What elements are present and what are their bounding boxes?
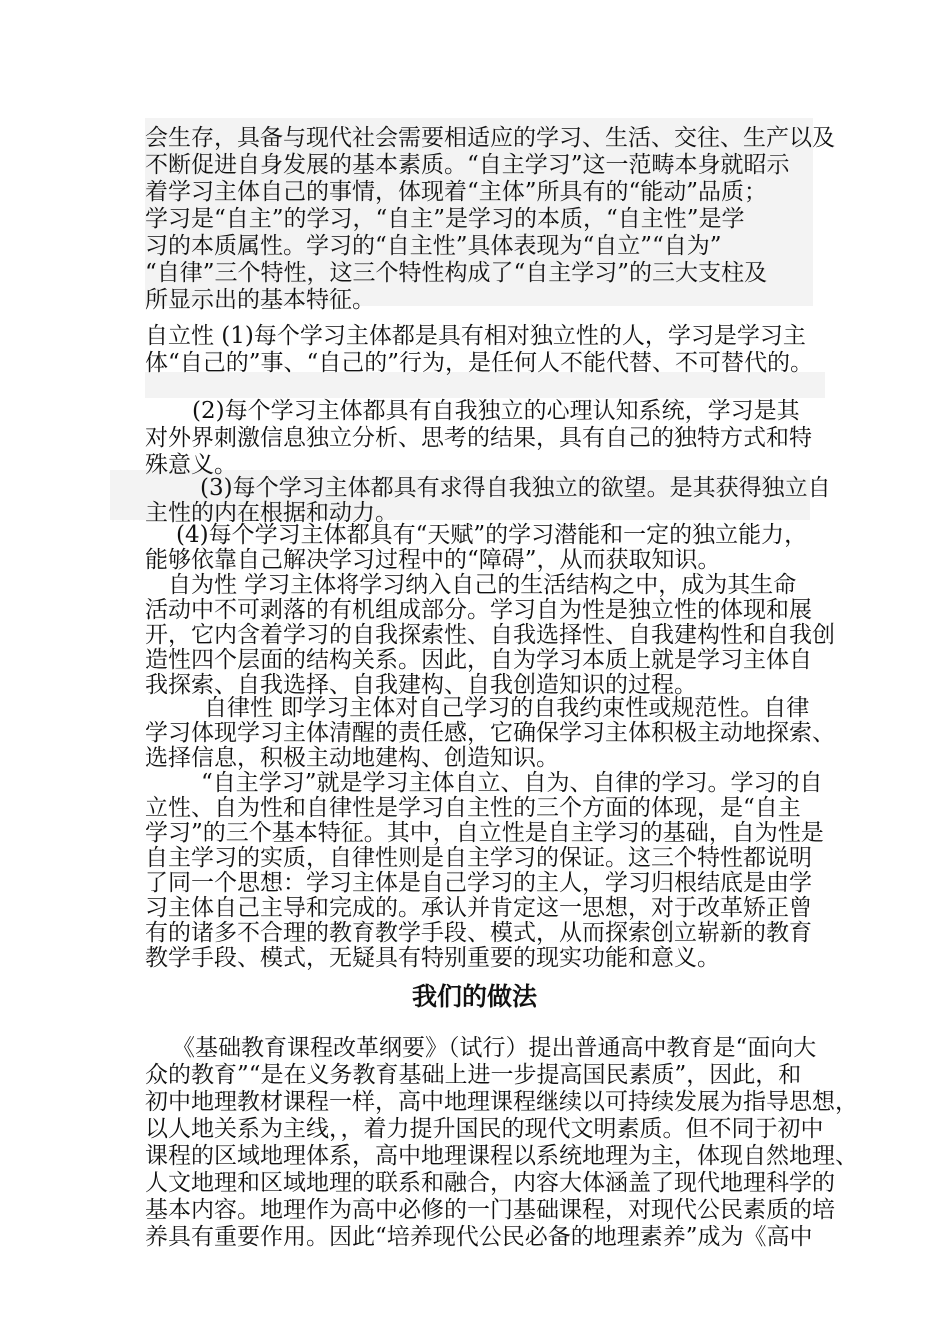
text-line: 教学手段、模式，无疑具有特别重要的现实功能和意义。 <box>145 945 720 971</box>
text-line: 自律性 即学习主体对自己学习的自我约束性或规范性。自律 <box>204 695 810 721</box>
text-line: 初中地理教材课程一样，高中地理课程继续以可持续发展为指导思想， <box>145 1089 858 1115</box>
text-line: 课程的区域地理体系，高中地理课程以系统地理为主，体现自然地理、 <box>145 1143 858 1169</box>
text-line: 自为性 学习主体将学习纳入自己的生活结构之中，成为其生命 <box>168 572 797 598</box>
text-line: (3)每个学习主体都具有求得自我独立的欲望。是其获得独立自 <box>200 475 831 501</box>
text-line: 体“自己的”事、“自己的”行为，是任何人不能代替、不可替代的。 <box>145 350 814 376</box>
text-line: 了同一个思想：学习主体是自己学习的主人，学习归根结底是由学 <box>145 870 812 896</box>
text-line: (2)每个学习主体都具有自我独立的心理认知系统，学习是其 <box>192 398 800 424</box>
text-line: 不断促进自身发展的基本素质。“自主学习”这一范畴本身就昭示 <box>145 152 790 178</box>
text-line: 众的教育”“是在义务教育基础上进一步提高国民素质”，因此，和 <box>145 1062 802 1088</box>
text-line: 立性、自为性和自律性是学习自主性的三个方面的体现，是“自主 <box>145 795 801 821</box>
text-line: 《基础教育课程改革纲要》（试行）提出普通高中教育是“面向大 <box>172 1035 817 1061</box>
text-line: 人文地理和区域地理的联系和融合，内容大体涵盖了现代地理科学的 <box>145 1170 835 1196</box>
text-line: 着学习主体自己的事情，体现着“主体”所具有的“能动”品质； <box>145 179 768 205</box>
text-line: 养具有重要作用。因此“培养现代公民必备的地理素养”成为《高中 <box>145 1224 813 1250</box>
section-heading: 我们的做法 <box>412 982 538 1011</box>
text-line: 习主体自己主导和完成的。承认并肯定这一思想，对于改革矫正曾 <box>145 895 812 921</box>
text-line: 开，它内含着学习的自我探索性、自我选择性、自我建构性和自我创 <box>145 622 835 648</box>
text-line: 活动中不可剥落的有机组成部分。学习自为性是独立性的体现和展 <box>145 597 812 623</box>
text-line: 对外界刺激信息独立分析、思考的结果，具有自己的独特方式和特 <box>145 425 812 451</box>
text-line: 学习”的三个基本特征。其中，自立性是自主学习的基础，自为性是 <box>145 820 824 846</box>
text-line: 学习体现学习主体清醒的责任感，它确保学习主体积极主动地探索、 <box>145 720 835 746</box>
text-line: 学习是“自主”的学习，“自主”是学习的本质，“自主性”是学 <box>145 206 745 232</box>
text-line: “自律”三个特性，这三个特性构成了“自主学习”的三大支柱及 <box>145 260 768 286</box>
text-line: 造性四个层面的结构关系。因此，自为学习本质上就是学习主体自 <box>145 647 812 673</box>
text-line: 以人地关系为主线，，着力提升国民的现代文明素质。但不同于初中 <box>145 1116 824 1142</box>
text-line: 选择信息，积极主动地建构、创造知识。 <box>145 745 559 771</box>
text-line: 自立性 (1)每个学习主体都是具有相对独立性的人，学习是学习主 <box>145 323 806 349</box>
text-line: “自主学习”就是学习主体自立、自为、自律的学习。学习的自 <box>201 770 823 796</box>
text-line: 有的诸多不合理的教育教学手段、模式，从而探索创立崭新的教育 <box>145 920 812 946</box>
text-line: 我探索、自我选择、自我建构、自我创造知识的过程。 <box>145 672 697 698</box>
text-line: 能够依靠自己解决学习过程中的“障碍”，从而获取知识。 <box>145 547 721 573</box>
text-line: 自主学习的实质，自律性则是自主学习的保证。这三个特性都说明 <box>145 845 812 871</box>
text-line: 殊意义。 <box>145 452 237 478</box>
text-line: 所显示出的基本特征。 <box>145 287 375 313</box>
text-line: (4)每个学习主体都具有“天赋”的学习潜能和一定的独立能力， <box>176 522 808 548</box>
text-line: 习的本质属性。学习的“自主性”具体表现为“自立”“自为” <box>145 233 722 259</box>
text-line: 基本内容。地理作为高中必修的一门基础课程，对现代公民素质的培 <box>145 1197 835 1223</box>
text-line: 主性的内在根据和动力。 <box>145 500 398 526</box>
text-line: 会生存，具备与现代社会需要相适应的学习、生活、交往、生产以及 <box>145 125 835 151</box>
